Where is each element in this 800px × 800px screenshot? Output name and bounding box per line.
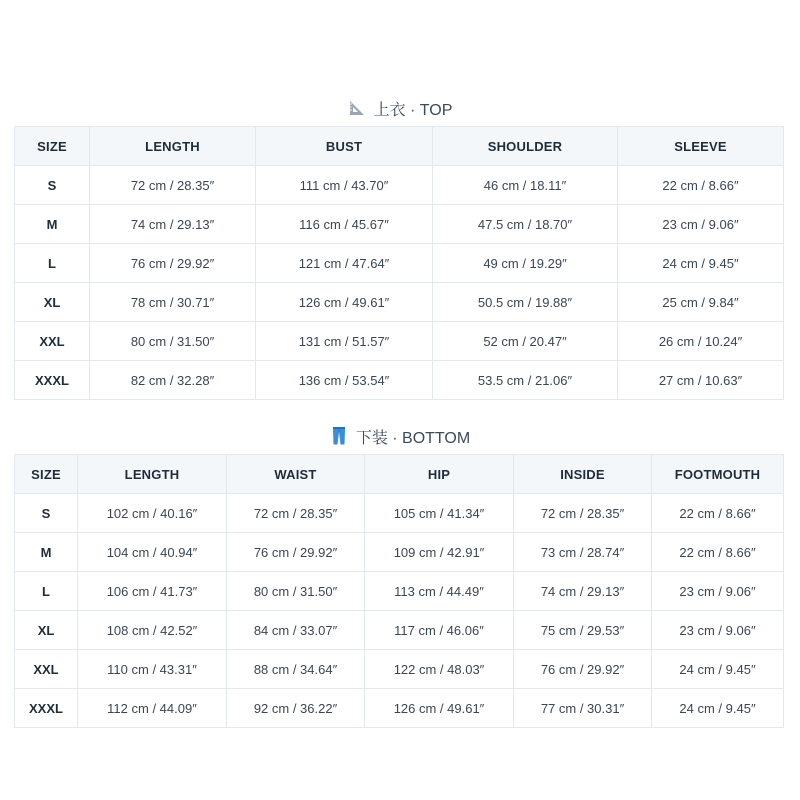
header-size: SIZE (15, 127, 90, 166)
table-header-row (15, 127, 784, 166)
size-label: S (15, 166, 90, 205)
table-row (15, 205, 784, 244)
table-cell: 73 cm / 28.74″ (514, 533, 652, 572)
table-row (15, 533, 784, 572)
size-label: M (15, 205, 90, 244)
table-cell: 121 cm / 47.64″ (256, 244, 433, 283)
table-cell: 46 cm / 18.11″ (433, 166, 618, 205)
top-section-title-text: 上衣 · TOP (373, 101, 453, 119)
size-label: XL (15, 283, 90, 322)
table-cell: 112 cm / 44.09″ (78, 689, 227, 728)
table-cell: 24 cm / 9.45″ (618, 244, 784, 283)
table-cell: 49 cm / 19.29″ (433, 244, 618, 283)
table-cell: 27 cm / 10.63″ (618, 361, 784, 400)
table-row (15, 244, 784, 283)
table-cell: 136 cm / 53.54″ (256, 361, 433, 400)
table-row (15, 572, 784, 611)
table-cell: 53.5 cm / 21.06″ (433, 361, 618, 400)
table-cell: 75 cm / 29.53″ (514, 611, 652, 650)
size-label: M (15, 533, 78, 572)
table-cell: 22 cm / 8.66″ (652, 533, 784, 572)
table-cell: 76 cm / 29.92″ (514, 650, 652, 689)
table-cell: 47.5 cm / 18.70″ (433, 205, 618, 244)
table-cell: 104 cm / 40.94″ (78, 533, 227, 572)
pants-icon (330, 427, 348, 445)
table-row (15, 361, 784, 400)
table-row (15, 689, 784, 728)
table-cell: 26 cm / 10.24″ (618, 322, 784, 361)
top-size-table (14, 126, 784, 400)
header-size: SIZE (15, 455, 78, 494)
header-footmouth: FOOTMOUTH (652, 455, 784, 494)
table-cell: 25 cm / 9.84″ (618, 283, 784, 322)
table-cell: 72 cm / 28.35″ (514, 494, 652, 533)
table-cell: 110 cm / 43.31″ (78, 650, 227, 689)
table-cell: 78 cm / 30.71″ (90, 283, 256, 322)
size-label: L (15, 244, 90, 283)
table-cell: 117 cm / 46.06″ (365, 611, 514, 650)
table-cell: 88 cm / 34.64″ (227, 650, 365, 689)
table-cell: 126 cm / 49.61″ (256, 283, 433, 322)
table-cell: 24 cm / 9.45″ (652, 689, 784, 728)
bottom-section-title-text: 下装 · BOTTOM (355, 429, 471, 447)
header-waist: WAIST (227, 455, 365, 494)
table-cell: 74 cm / 29.13″ (90, 205, 256, 244)
table-cell: 52 cm / 20.47″ (433, 322, 618, 361)
table-cell: 72 cm / 28.35″ (90, 166, 256, 205)
table-cell: 106 cm / 41.73″ (78, 572, 227, 611)
table-cell: 50.5 cm / 19.88″ (433, 283, 618, 322)
table-row (15, 322, 784, 361)
table-cell: 109 cm / 42.91″ (365, 533, 514, 572)
header-inside: INSIDE (514, 455, 652, 494)
table-cell: 84 cm / 33.07″ (227, 611, 365, 650)
table-cell: 23 cm / 9.06″ (618, 205, 784, 244)
size-label: XXXL (15, 689, 78, 728)
header-length: LENGTH (78, 455, 227, 494)
header-length: LENGTH (90, 127, 256, 166)
table-cell: 76 cm / 29.92″ (90, 244, 256, 283)
size-label: XXL (15, 322, 90, 361)
table-cell: 72 cm / 28.35″ (227, 494, 365, 533)
bottom-size-table (14, 454, 784, 728)
table-row (15, 611, 784, 650)
table-row (15, 650, 784, 689)
table-cell: 80 cm / 31.50″ (90, 322, 256, 361)
table-cell: 24 cm / 9.45″ (652, 650, 784, 689)
table-cell: 76 cm / 29.92″ (227, 533, 365, 572)
table-row (15, 166, 784, 205)
header-hip: HIP (365, 455, 514, 494)
size-label: L (15, 572, 78, 611)
header-bust: BUST (256, 127, 433, 166)
bottom-section-title (0, 424, 800, 448)
table-cell: 126 cm / 49.61″ (365, 689, 514, 728)
table-cell: 22 cm / 8.66″ (618, 166, 784, 205)
top-section-title (0, 96, 800, 120)
header-shoulder: SHOULDER (433, 127, 618, 166)
header-sleeve: SLEEVE (618, 127, 784, 166)
size-label: XXL (15, 650, 78, 689)
table-row (15, 283, 784, 322)
table-cell: 74 cm / 29.13″ (514, 572, 652, 611)
size-label: XXXL (15, 361, 90, 400)
table-cell: 92 cm / 36.22″ (227, 689, 365, 728)
table-cell: 111 cm / 43.70″ (256, 166, 433, 205)
table-cell: 116 cm / 45.67″ (256, 205, 433, 244)
table-cell: 23 cm / 9.06″ (652, 572, 784, 611)
table-cell: 82 cm / 32.28″ (90, 361, 256, 400)
table-cell: 23 cm / 9.06″ (652, 611, 784, 650)
ruler-triangle-icon (348, 99, 366, 117)
table-cell: 80 cm / 31.50″ (227, 572, 365, 611)
table-cell: 108 cm / 42.52″ (78, 611, 227, 650)
table-cell: 105 cm / 41.34″ (365, 494, 514, 533)
size-label: XL (15, 611, 78, 650)
size-label: S (15, 494, 78, 533)
table-cell: 113 cm / 44.49″ (365, 572, 514, 611)
table-cell: 22 cm / 8.66″ (652, 494, 784, 533)
table-cell: 102 cm / 40.16″ (78, 494, 227, 533)
table-cell: 77 cm / 30.31″ (514, 689, 652, 728)
table-cell: 131 cm / 51.57″ (256, 322, 433, 361)
table-row (15, 494, 784, 533)
table-cell: 122 cm / 48.03″ (365, 650, 514, 689)
table-header-row (15, 455, 784, 494)
